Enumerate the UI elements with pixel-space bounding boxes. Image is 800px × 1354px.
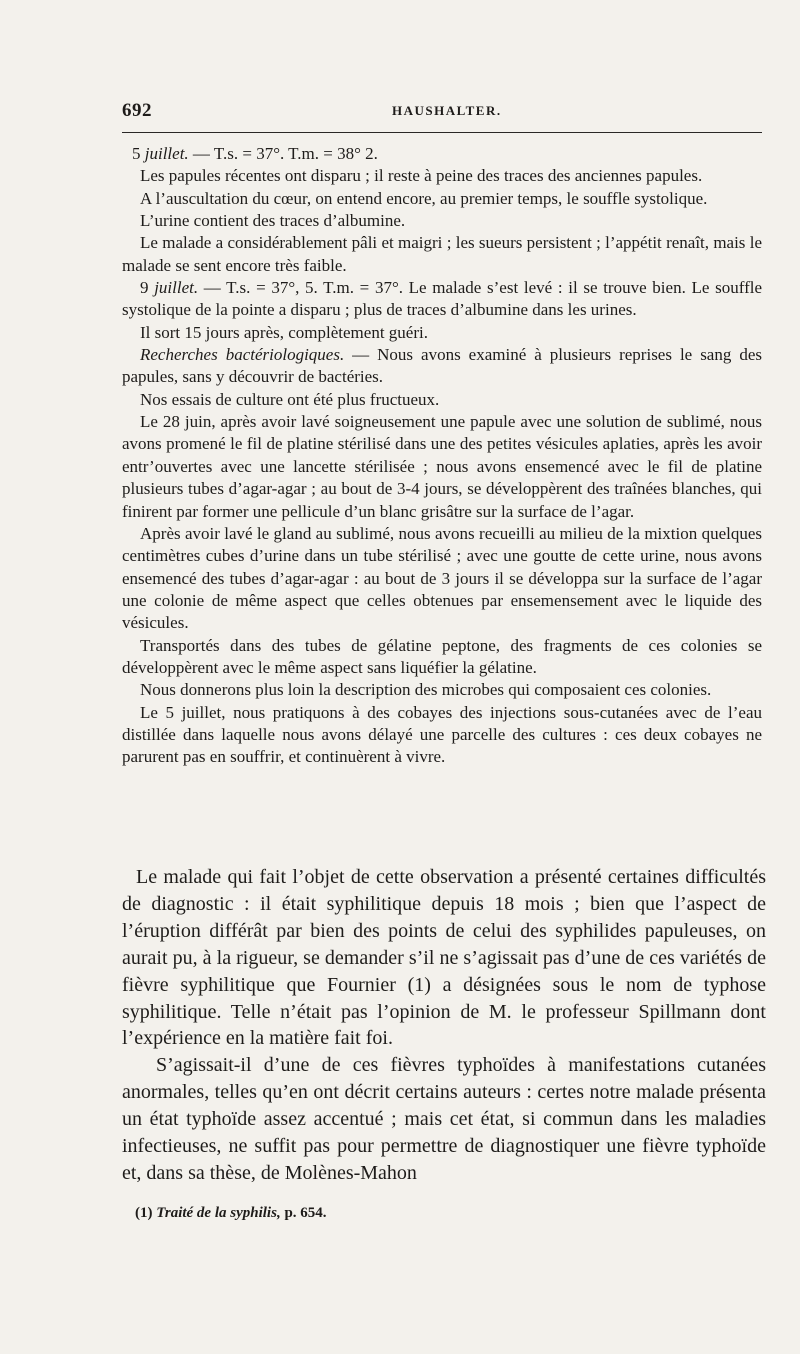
paragraph-text: Nos essais de culture ont été plus fructueux. (140, 389, 440, 409)
discussion-text (122, 864, 766, 1187)
observation-paragraph (122, 277, 762, 322)
paragraph-text: Transportés dans des tubes de gélatine peptone, des fragments de ces colonies se développèrent avec le même aspect sans liquéfier la gélatine. (122, 635, 762, 677)
paragraph-text: Il sort 15 jours après, complètement guéri. (140, 322, 428, 342)
footnote-title: Traité de la syphilis, (156, 1205, 281, 1221)
footnote-marker: (1) (135, 1205, 157, 1221)
observation-paragraph (122, 165, 762, 187)
paragraph-text: 5 (132, 144, 145, 163)
italic-phrase: Recherches bactériologiques. (140, 345, 345, 365)
paragraph-text: A l’auscultation du cœur, on entend encore, au premier temps, le souffle systolique. (140, 188, 708, 208)
header-rule (122, 132, 762, 133)
paragraph-text: Le 28 juin, après avoir lavé soigneusement une papule avec une solution de sublimé, nous avons promené le fil de platine stérilisé dans une des petites vésicules aplaties, après les avoir entr’ouvertes avec une lancette stérilisée ; nous avons ensemencé avec le fil de platine plusieurs tubes d’agar-agar ; au bout de 3-4 jours, se développèrent des traînées blanches, qui finirent par former une pellicule d’un blanc grisâtre sur la surface de l’agar. (122, 412, 762, 521)
italic-phrase: juillet. (144, 144, 189, 163)
observation-paragraph (122, 344, 762, 389)
page-number: 692 (122, 100, 152, 121)
observation-paragraph (122, 411, 762, 523)
paragraph-text: 9 (140, 278, 155, 298)
observation-paragraph (122, 188, 762, 210)
paragraph-text: — Nous avons examiné à plusieurs reprises le sang des papules, sans y découvrir de bactéries. (122, 345, 762, 387)
discussion-paragraph: S’agissait-il d’une de ces fièvres typhoïdes à manifestations cutanées anormales, telles qu’en ont décrit certains auteurs : certes notre malade présenta un état typhoïde assez accentué ; mais cet état, si commun dans les maladies infectieuses, ne suffit pas pour permettre de diagnostiquer une fièvre typhoïde et, dans sa thèse, de Molènes-Mahon (122, 1054, 766, 1184)
observation-paragraph (122, 143, 762, 165)
paragraph-text: Le 5 juillet, nous pratiquons à des cobayes des injections sous-cutanées avec de l’eau distillée dans laquelle nous avons délayé une parcelle des cultures : ces deux cobayes ne parurent pas en souffrir, et continuèrent à vivre. (122, 702, 762, 767)
observation-paragraph (122, 232, 762, 277)
footnote (135, 1203, 755, 1223)
paragraph-text: L’urine contient des traces d’albumine. (140, 211, 406, 231)
observation-paragraph (122, 635, 762, 680)
observation-notes (122, 143, 762, 769)
paragraph-text: — T.s. = 37°. T.m. = 38° 2. (188, 144, 378, 163)
observation-paragraph (122, 702, 762, 769)
observation-paragraph (122, 210, 762, 232)
observation-paragraph (122, 389, 762, 411)
paragraph-text: Les papules récentes ont disparu ; il reste à peine des traces des anciennes papules. (140, 166, 703, 186)
discussion-paragraph: Le malade qui fait l’objet de cette observation a présenté certaines difficultés de diagnostic : il était syphilitique depuis 18 mois ; bien que l’aspect de l’éruption différât par bien des points de celui des syphilides papuleuses, on aurait pu, à la rigueur, se demander s’il ne s’agissait pas d’une de ces variétés de fièvre syphilitique que Fournier (1) a désignées sous le nom de typhose syphilitique. Telle n’était pas l’opinion de M. le professeur Spillmann dont l’expérience en la matière fait foi. (122, 866, 766, 1050)
paragraph-text: Après avoir lavé le gland au sublimé, nous avons recueilli au milieu de la mixtion quelques centimètres cubes d’urine dans un tube stérilisé ; avec une goutte de cette urine, nous avons ensemencé des tubes d’agar-agar : au bout de 3 jours il se développa sur la surface de l’agar une colonie de même aspect que celles obtenues par ensemensement avec le liquide des vésicules. (122, 523, 762, 633)
paragraph-text: Le malade a considérablement pâli et maigri ; les sueurs persistent ; l’appétit renaît, mais le malade se sent encore très faible. (122, 233, 762, 275)
running-head: HAUSHALTER. (392, 103, 502, 118)
paragraph-text: — T.s. = 37°, 5. T.m. = 37°. Le malade s’est levé : il se trouve bien. Le souffle systolique de la pointe a disparu ; plus de traces d’albumine dans les urines. (122, 278, 763, 320)
paragraph-text: Nous donnerons plus loin la description des microbes qui composaient ces colonies. (140, 680, 712, 700)
footnote-reference: p. 654. (280, 1205, 327, 1221)
observation-paragraph (122, 322, 762, 344)
italic-phrase: juillet. (154, 278, 199, 298)
observation-paragraph (122, 679, 762, 701)
observation-paragraph (122, 523, 762, 635)
page-header (122, 100, 762, 124)
